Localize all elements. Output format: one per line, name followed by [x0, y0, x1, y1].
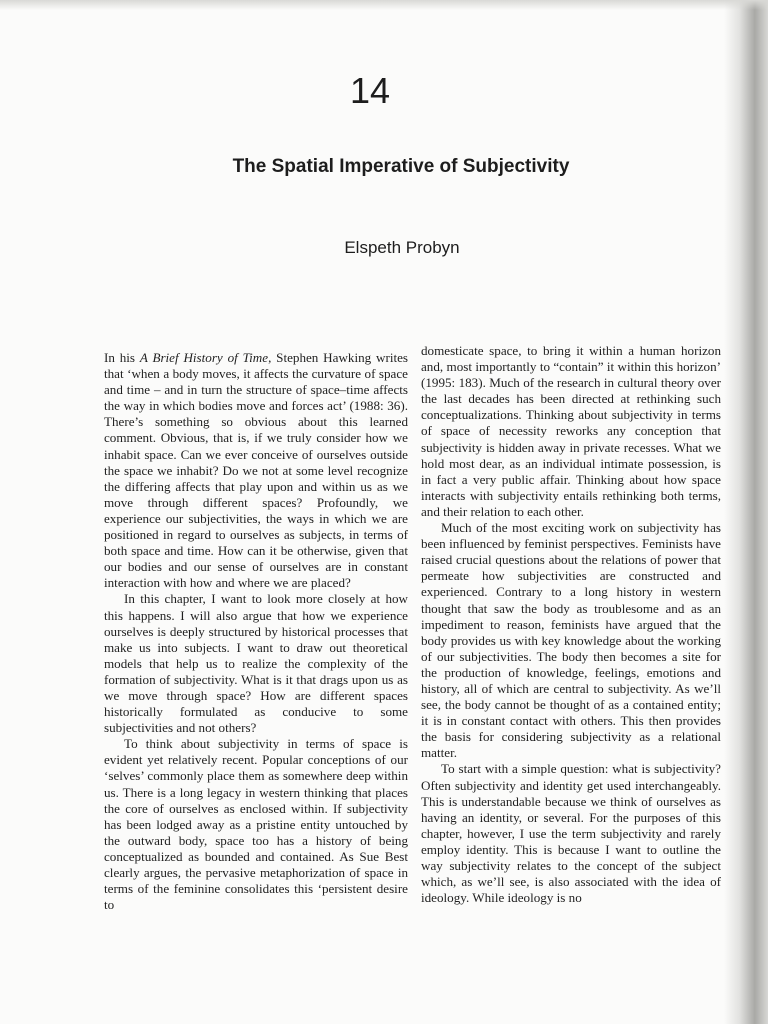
paragraph-text: , Stephen Hawking writes that ‘when a body moves, it affects the curvature of space and time – and in turn the structure of space–time affects the way in which bodies move and forces act’ (1988: 36). There’s something so obvious about this learned comment. Obvious, that is, if we truly consider how we inhabit space. Can we ever conceive of ourselves outside the space we inhabit? Do we not at some level recognize the differing affects that play upon and within us as we move through different spaces? Profoundly, we experience our subjectivities, the ways in which we are positioned in regard to ourselves as subjects, in terms of both space and time. How can it be otherwise, given that our bodies and our sense of ourselves are in constant interaction with how and where we are placed?: [104, 350, 409, 591]
paragraph-text: In his: [104, 350, 140, 365]
paragraph: [104, 350, 408, 591]
paragraph: To think about subjectivity in terms of space is evident yet relatively recent. Popular conceptions of our ‘selves’ commonly place them as somewhere deep within us. There is a long legacy in western thinking that places the core of ourselves as enclosed within. If subjectivity has been lodged away as a pristine entity untouched by the outward body, space too has a history of being conceptualized as bounded and contained. As Sue Best clearly argues, the pervasive metaphorization of space in terms of the feminine consolidates this ‘persistent desire to: [104, 736, 408, 913]
paragraph: domesticate space, to bring it within a human horizon and, most importantly to “contain” it within this horizon’ (1995: 183). Much of the research in cultural theory over the last decades has been directed at rethinking such conceptualizations. Thinking about subjectivity in terms of space of necessity reworks any conception that subjectivity is hidden away in private recesses. What we hold most dear, as an individual intimate possession, is in fact a very public affair. Thinking about how space interacts with subjectivity entails rethinking both terms, and their relation to each other.: [421, 343, 721, 519]
page-edge-shadow: [724, 0, 768, 1024]
page-top-edge: [0, 0, 768, 10]
chapter-author: Elspeth Probyn: [344, 238, 460, 257]
paragraph: In this chapter, I want to look more closely at how this happens. I will also argue that how we experience ourselves is deeply structured by historical processes that make us into subjects. I want to draw out theoretical models that help us to realize the complexity of the formation of subjectivity. What is it that drags upon us as we move through space? How are different spaces historically formulated as conducive to some subjectivities and not others?: [104, 591, 408, 736]
book-title: A Brief History of Time: [139, 350, 269, 365]
chapter-title: The Spatial Imperative of Subjectivity: [232, 156, 570, 177]
paragraph: To start with a simple question: what is subjectivity? Often subjectivity and identity get used interchangeably. This is understandable because we think of ourselves as having an identity, or several. For the purposes of this chapter, however, I use the term subjectivity and rarely employ identity. This is because I want to outline the way subjectivity relates to the concept of the subject which, as we’ll see, is also associated with the idea of ideology. While ideology is no: [421, 761, 721, 906]
paragraph: Much of the most exciting work on subjectivity has been influenced by feminist perspectives. Feminists have raised crucial questions about the relations of power that permeate how subjectivities are constructed and experienced. Contrary to a long history in western thought that saw the body as troublesome and as an impediment to reason, feminists have argued that the body provides us with key knowledge about the working of our subjectivities. The body then becomes a site for the production of knowledge, feelings, emotions and history, all of which are central to subjectivity. As we’ll see, the body cannot be thought of as a contained entity; it is in constant contact with others. This then provides the basis for considering subjectivity as a relational matter.: [421, 520, 721, 761]
left-text-column: [104, 350, 408, 913]
right-text-column: [421, 343, 721, 906]
chapter-number: 14: [349, 70, 391, 111]
